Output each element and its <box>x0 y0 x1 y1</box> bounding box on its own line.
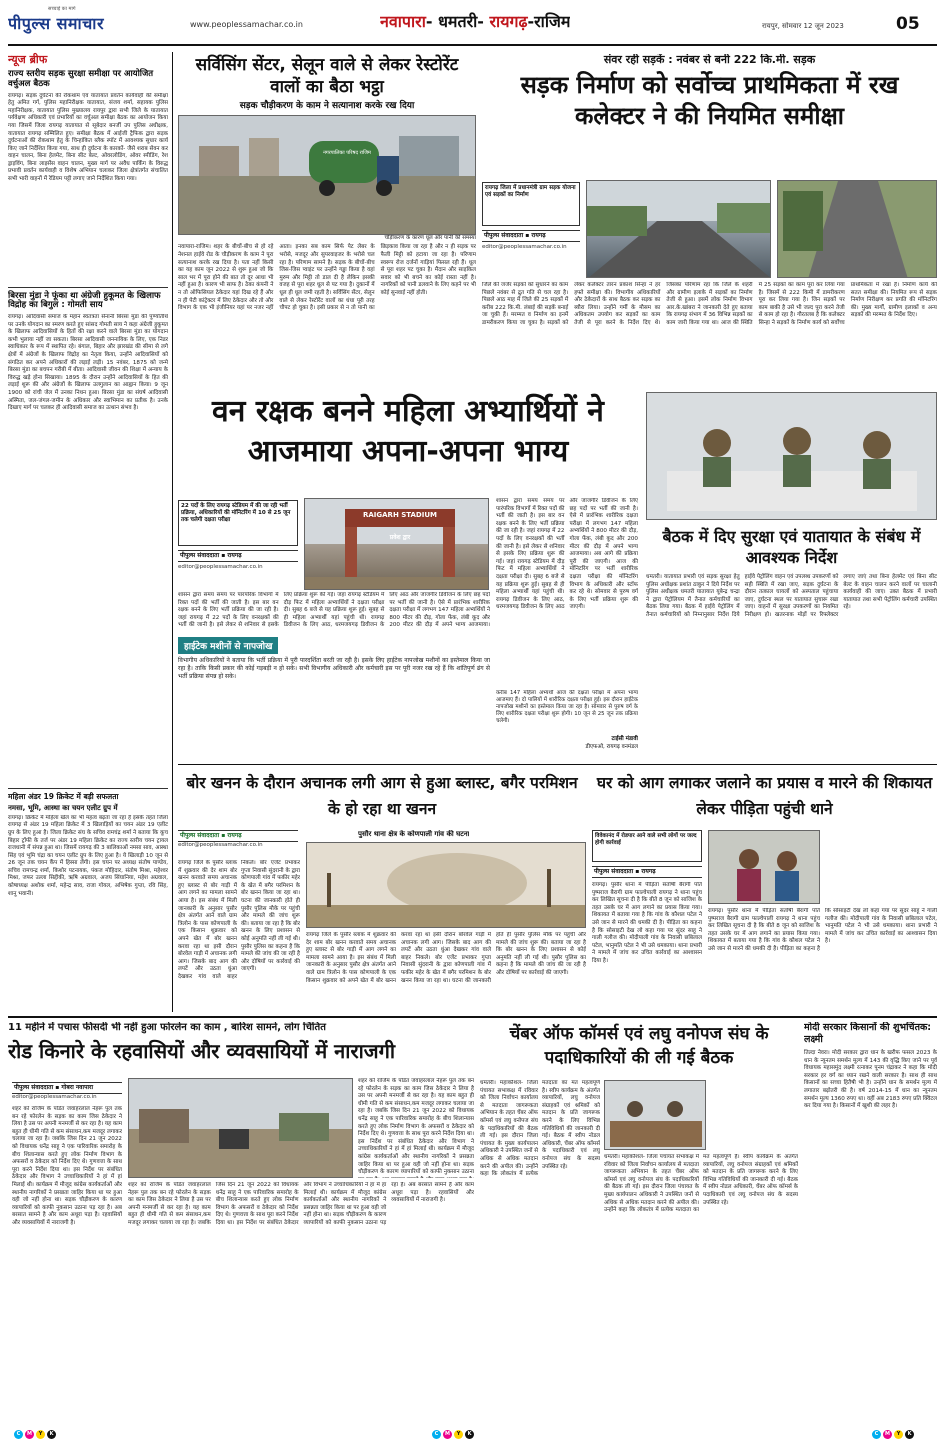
brief-headline[interactable]: बिरसा मुंडा ने फूंका था अंग्रेजी हुकूमत के खिलाफ विद्रोह का बिगुल : गोमती साय <box>8 290 161 311</box>
borewell-smoke-photo[interactable] <box>306 842 586 928</box>
inset-text: रायगढ़ जिला में प्रधानमंत्री ग्राम सड़क योजना एवं सड़कों का निर्माण <box>485 185 576 198</box>
byline-place: रायगढ़ <box>531 232 546 239</box>
inset-text: 22 पदों के लिए रायगढ़ स्टेडियम में की जा रही भर्ती प्रक्रिया, अधिकारियों की मॉनिटरिंग में 10 से 25 जून तक चलेगी दक्षता परीक्षा <box>181 503 291 523</box>
byline-reporter: पीपुल्स संवाददाता <box>180 832 220 839</box>
cmyk-y: Y <box>894 1430 903 1439</box>
hitech-box <box>178 634 490 752</box>
story-headline[interactable]: रोड किनारे के रहवासियों और व्यवसायियों में नाराजगी <box>8 1038 396 1063</box>
section-dhamtari[interactable]: धमतरी <box>438 12 478 31</box>
story-headline[interactable]: वन रक्षक बनने महिला अभ्यार्थियों ने आजमाया अपना-अपना भाग्य <box>212 394 604 469</box>
story-modi-govt <box>804 1022 937 1424</box>
section-navapara[interactable]: नवापारा <box>380 12 426 31</box>
byline: पीपुल्स संवाददाता ▪ रायगढ़ <box>178 830 298 842</box>
byline-email[interactable]: editor@peoplessamachar.co.in <box>482 244 567 250</box>
hitech-box-body: विभागीय अधिकारियों ने बताया कि भर्ती प्रक्रिया में पूरी पारदर्शिता बरती जा रही है। इसके लिए हाईटेक नापजोख मशीनों का इस्तेमाल किया जा रहा है। ताकि किसी प्रकार की कोई गड़बड़ी न हो सके। सभी विभागीय अधिकारी और कर्मचारी इस पर पूरी नजर रख रहे हैं कि शांतिपूर्ण ढंग से भर्ती प्रक्रिया संपन्न हो सके। <box>178 657 490 680</box>
inset-box <box>482 182 580 226</box>
brand-name: पीपुल्स समाचार <box>8 14 104 33</box>
brief-item-2 <box>8 292 168 785</box>
tanker-text: नगरपालिका परिषद राजिम <box>323 150 371 157</box>
cmyk-k: K <box>47 1430 56 1439</box>
cmyk-k: K <box>465 1430 474 1439</box>
story-forest-guard <box>178 392 638 752</box>
masthead <box>0 0 945 44</box>
chamber-meeting-illustration <box>605 1081 706 1150</box>
byline-place: रायगढ़ <box>641 868 656 875</box>
cmyk-marks-center <box>432 1430 474 1439</box>
brand-tag: सच्चाई का मार्ग <box>48 6 76 12</box>
story-body: नवापारा-राजिम। शहर के बीचों-बीच से हो रहे नेशनल हाईवे रोड के चौड़ीकरण के काम ने पूरा सत्यानाश करके रख दिया है। पता नहीं किसी का यह काम जून 2022 से शुरू हुआ जो कि साल भर में पूरा होने की बात तो दूर आधा भी नहीं हुआ है। कारण भी साफ है। ठेका कंपनी ने न तो ऑफिसियल ठेकेदार यहां दिख रहे हैं और न ही पेटी कांट्रेक्टर में लिए ठेकेदार और तो और विभाग के एक भी इंजीनियर यहां पर नजर नहीं आता। इनका सब काम सिर्फ पेट लेबर के भरोसे, मजदूर और सुपरवाइजर के भरोसे चल रहा है। परिणाम सामने है। सड़क के बीचों-बीच जिस-जिस प्वाइंट पर उन्होंने गड्ढा किया है वहां मुरुम और मिट्टी तो डाल दी है लेकिन इसकी वजह से पूरा शहर धूल से पट गया है। दुकानों में धूल ही धूल जमी रहती है। सर्विसिंग सेंटर, सेलून वाले से लेकर रेस्टोरेंट वालों का धंधा पूरी तरह चौपट हो चुका है। इसी प्रकार से न तो पानी का छिड़काव किया जा रहा है और न ही सड़क पर फैली मिट्टी को हटाया जा रहा है। परिणाम स्वरूप रोज दर्जनों गाड़ियां फिसल रही हैं। धूल से पूरा शहर पट चुका है। मैदान और साइकिल सवार को भी बचने का कोई रास्ता नहीं है। नागरिकों को पानी डलवाने के लिए कहने पर भी कोई सुनवाई नहीं होती। <box>178 244 476 312</box>
story-service-center <box>178 54 476 382</box>
byline-reporter: पीपुल्स संवाददाता <box>594 868 634 875</box>
story-house-fire <box>592 770 937 1012</box>
story-chamber <box>480 1022 798 1424</box>
column-divider <box>172 52 173 1012</box>
brief-body: रायगढ़। सड़क दुर्घटना की रोकथाम एवं यातायात प्रवर्तन कार्यवाही की समीक्षा हेतु अमित गर्ग, पुलिस महानिरीक्षक यातायात, संजय शर्मा, सहायक पुलिस महानिरीक्षक, यातायात पुलिस मुख्यालय रायपुर द्वारा सभी जिले के यातायात पर्यवेक्षण अधिकारी एवं प्रभारियों का वर्चुअल समीक्षा बैठक का आयोजन किया गया जिसमें जिला रायगढ़ यातायात से सूबेदार बनर्जी उप पुलिस अधीक्षक, यातायात रायगढ़ सम्मिलित हुए। समीक्षा बैठक में आईजी ट्रैफिक द्वारा सड़क दुर्घटनाओं की रोकथाम हेतु के चिन्हांकित ब्लैक स्पॉट में आवश्यक सुधार कार्य किए जाने निर्देशित किया गया, साथ ही दुर्घटना के कारकों- जैसे शराब सेवन कर वाहन चालन, बिना हेलमेट, बिना सीट बेल्ट, ओवरलोडिंग, ओवर स्पीडिंग, रेश ड्राइविंग, बिना लाइसेंस वाहन चालन, मुख्य मार्ग पर अवैध पार्किंग के विरुद्ध प्रभावी प्रवर्तन कार्यवाही व विशेष अभियान चलाकर जिला क्षेत्रांतर्गत संचालित सभी भारी वाहनों में रेडियम पट्टी लगाए जाने निर्देशित किया गया। <box>8 92 168 183</box>
smoke-illustration <box>307 843 586 928</box>
story-borewell-blast <box>178 770 586 1012</box>
fourlane-road-photo[interactable] <box>128 1078 353 1178</box>
brief-body: रायगढ़। आदिवासी समाज के महान स्वतंत्रता सेनानी बिरसा मुंडा की पुण्यतिथि पर उनके योगदान का स्मरण करते हुए सांसद गोमती साय ने कहा अंग्रेजी हुकूमत के खिलाफ आदिवासियों के हितों की रक्षा करने वाले बिरसा मुंडा का योगदान कभी भुलाया नहीं जा सकता। बिरसा आदिवासी जननायिक के लिए, एक निडर स्वाधिकार के रूप में स्थापित रहे। बंगाल, बिहार और झारखंड की सीमा से लगे क्षेत्रों में अंग्रेजों के खिलाफ विद्रोह का नेतृत्व किया, उन्होंने आदिवासियों को संगठित कर अपने अधिकारों की लड़ाई लड़ी। 15 नवंबर, 1875 को जन्मे बिरसा मुंडा का बचपन गरीबी में बीता। आदिवासी जीवन की शिक्षा में अन्याय के विरुद्ध खड़े होना सिखाया। 1895 के दौरान उन्होंने आदिवासियों के हित की लड़ाई शुरू की और अंग्रेजों के खिलाफ उलगुलान का आह्वान किया। 9 जून 1900 को रांची जेल में उनका निधन हुआ। बिरसा मुंडा का संघर्ष आदिवासी अस्मिता, जल-जंगल-जमीन के अधिकार और स्वाभिमान का प्रतीक है। उनके दिखाए मार्ग पर चलकर ही आदिवासी समाज का उत्थान संभव है। <box>8 314 168 412</box>
brief-headline[interactable]: राज्य स्तरीय सड़क सुरक्षा समीक्षा पर आयोजित वर्चुअल बैठक <box>8 69 154 89</box>
story-body-lower: धमतरी। महाकौशल- जिला पंचायत सभाकक्ष में रविवार को जिला निर्वाचन कार्यालय से मतदाता जागरूकता अभियान के तहत चेंबर ऑफ कॉमर्स एवं लघु वनोपज संघ के पदाधिकारियों की बैठक ली गई। इस दौरान जिला पंचायत के मुख्य कार्यपालन अधिकारी ने उपस्थित जनों से अधिक से अधिक मतदान करने की अपील की। उन्होंने कहा कि लोकतंत्र में प्रत्येक मतदाता का मत महत्वपूर्ण है। स्वीप कार्यक्रम के अंतर्गत व्यापारियों, लघु वनोपज संग्राहकों एवं श्रमिकों को मतदान के प्रति जागरूक करने के लिए विभिन्न गतिविधियों की जानकारी दी गई। बैठक में स्वीप नोडल अधिकारी, चेंबर ऑफ कॉमर्स के पदाधिकारी एवं लघु वनोपज संघ के सदस्य उपस्थित रहे। <box>604 1154 798 1214</box>
story-body: शासन द्वारा समय समय पर पारंपरिक विभागों में रिक्त पदों की भर्ती की जाती है। इस बार वन रक्षक बनने के लिए भर्ती प्रक्रिया की जा रही है। जहां रायगढ़ में 22 पदों के लिए वनरक्षकों की भर्ती की जानी है। इसे लेकर से शनिवार से इसके लिए प्रक्रिया शुरू की गई। जहां रायगढ़ स्टेडियम में दौड़ फिट में महिला अभ्यार्थियों ने दक्षता परीक्षा दी। सुबह 6 बजे से यह प्रक्रिया शुरू हुई। सुबह से ही महिला अभ्यार्थी यहां पहुंची थी। रायगढ़ डिवीजन के लिए आठ, धरमजयगढ़ डिवीजन के लिए आठ और जांजगीर डिवीजन के लिए छह पदों पर भर्ती की जानी है। ऐसे में प्रारंभिक शारीरिक दक्षता परीक्षा में लगभग 147 महिला अभ्यर्थियों ने 800 मीटर की दौड़, गोला फेंक, लंबी कूद और 200 मीटर की दौड़ में अपने भाग्य आजमाया। अब आगे की प्रक्रिया पूरी की जाएगी। आज की मॉनिटरिंग पर भर्ती शारीरिक दक्षता परीक्षा की मॉनिटरिंग विभाग के अधिकारी और स्टॉफ कर रहे थे। सोमवार से पुरुष वर्ग के लिए भर्ती प्रक्रिया शुरू की जाएगी। <box>496 498 638 611</box>
brief-subhead: नमसा, भूमि, आस्था का चयन एलीट ग्रुप में <box>8 803 118 812</box>
story-headline[interactable]: मोदी सरकार किसानों की शुभचिंतक: लक्ष्मी <box>804 1022 932 1045</box>
section-rule <box>8 1016 937 1018</box>
story-subhead: पुसौर थाना क्षेत्र के कोणपाली गांव की घटना <box>358 830 470 838</box>
byline-email[interactable]: editor@peoplessamachar.co.in <box>178 842 263 848</box>
story-safety-meeting <box>646 392 937 760</box>
section-rule <box>178 764 937 765</box>
brief-headline[interactable]: महिला अंडर 19 क्रिकेट में बड़ी सफलता <box>8 792 119 802</box>
dfo-quote: करीब 147 महिला अभ्यर्थी आज की दक्षता परीक्षा में अपना भाग्य आजमाए हैं। दो पालियों में शारीरिक दक्षता परीक्षा हुई। इस दौरान हाईटेक नापजोख मशीनों का इस्तेमाल किया जा रहा है। सोमवार से पुरुष वर्ग के लिए शारीरिक दक्षता परीक्षा शुरू होगी। 10 जून से 25 जून तक प्रक्रिया चलेगी। <box>496 690 638 724</box>
gate-text: RAIGARH STADIUM <box>362 511 438 519</box>
cmyk-m: M <box>25 1430 34 1439</box>
story-body-lower: रायगढ़। पुसौर थाना में पीड़िता संतोषी बैरागी पति पुष्पराज बैरागी ग्राम फाल्वेपाली रायगढ़ ने थाना पहुंच कर लिखित सूचना दी है कि बीते 8 जून को साजिश के तहत उसके घर में आग लगाने का प्रयास किया गया। शिकायत में बताया गया है कि गांव के कौशल पटेल ने उसे जान से मारने की धमकी दी है। पीड़िता का कहना है कि सोसाइटी देख लो कहा गया पर सुंदर साहू ने गाली गलौज की। मोदीपाली गांव के निवासी छबिलाल पटेल, भानुमति पटेल ने भी उसे धमकाया। थाना प्रभारी ने मामले में जांच कर उचित कार्रवाई का आश्वासन दिया है। <box>708 908 937 952</box>
cmyk-y: Y <box>36 1430 45 1439</box>
story-body-lower: शहर को राजिम के पंडित जवाहरलाल नेहरू पुल तक बन रहे फोरलेन के सड़क का काम जिस ठेकेदार ने लिया है उस पर अपनी मनमर्जी से कर रहा है। यह काम बहुत ही धीमी गति से कम संसाधन,कम मजदूर लगाकर चलाया जा रहा है। जबकि जिस दिन 21 जून 2022 को विधायक धनेंद्र साहू ने एक पारिवारिक समारोह के बीच शिलान्यास करते हुए लोक निर्माण विभाग के अफसरों व ठेकेदार को निर्देश दिए थे। गुणवत्ता के साथ पूरा करने निर्देश दिया था। इस निर्देश पर संबंधित ठेकेदार और विभाग ने उच्चाधिकारियों ने हां में हां मिलाई थी। कार्यक्रम में मौजूद कांग्रेस कार्यकर्ताओं और स्थानीय नागरिकों ने प्रसन्नता जाहिर किया था पर हुआ वही जो नहीं होना था। सड़क चौड़ीकरण के कारण व्यापारियों को काफी नुकसान उठाना पड़ रहा है। अब बरसात सामने है और काम अधूरा पड़ा है। रहवासियों और व्यवसायियों में नाराजगी है। <box>128 1182 474 1226</box>
stadium-gate-photo[interactable] <box>304 498 489 590</box>
story-headline[interactable]: सर्विसिंग सेंटर, सेलून वाले से लेकर रेस्टोरेंट वालों का बैठा भट्ठा <box>195 55 459 97</box>
brand-logo[interactable] <box>8 6 178 38</box>
story-body: जिले की जर्जर सड़कों को सुधारने का काम पिछले नवंबर से द्रुत गति से चल रहा है। पिछले आठ माह में जिले की 25 सड़कों में करीब 222 कि.मी. लंबाई की सड़कें बनाई जा चुकी हैं। मरम्मत व निर्माण का इनमें डामरीकरण किया जा चुका है। सड़कों को लेकर कलेक्टर तारन प्रकाश सिन्हा ने हर हफ्ते समीक्षा की। विभागीय अधिकारियों और ठेकेदारों के साथ बैठक कर सड़क का ब्यौरा लिया। उन्होंने गर्मी के मौसम का अधिकतम उपयोग कर सड़कों का काम तेजी से पूरा करने के निर्देश दिए थे। जिसका परिणाम रहा कि जिले के शहरी और ग्रामीण इलाके में सड़कों का निर्माण तेजी से हुआ। इसमें लोक निर्माण विभाग आर.के.खांबरा ने जानकारी देते हुए बताया कि रायगढ़ संभाग में 36 विभिन्न सड़कों का काम जारी किया गया था। आज की स्थिति में 25 सड़कों का काम पूरा कर लिया गया है। जिसमें से 222 किमी में डामरीकरण पूरा कर लिया गया है। जिन सड़कों पर काम बाकी है उसे भी जल्द पूरा करने तेजी से काम हो रहा है। गौरतलब है कि कलेक्टर सिन्हा ने सड़कों के निर्माण कार्य को सर्वोच्च प्राथमिकता में रखा है। निर्माण कार्य की सतत समीक्षा की। नियमित रूप से सड़क निर्माण निरीक्षण कर प्रगति की मॉनिटरिंग की। मुख्य मार्गों, ग्रामीण इलाकों व अन्य सड़कों की मरम्मत के निर्देश दिए। <box>482 282 937 326</box>
byline-place: रायगढ़ <box>227 552 242 559</box>
story-body: शहर को राजिम के पंडित जवाहरलाल नेहरू पुल तक बन रहे फोरलेन के सड़क का काम जिस ठेकेदार ने लिया है उस पर अपनी मनमर्जी से कर रहा है। यह काम बहुत ही धीमी गति से कम संसाधन,कम मजदूर लगाकर चलाया जा रहा है। जबकि जिस दिन 21 जून 2022 को विधायक धनेंद्र साहू ने एक पारिवारिक समारोह के बीच शिलान्यास करते हुए लोक निर्माण विभाग के अफसरों व ठेकेदार को निर्देश दिए थे। गुणवत्ता के साथ पूरा करने निर्देश दिया था। इस निर्देश पर संबंधित ठेकेदार और विभाग ने उच्चाधिकारियों ने हां में हां मिलाई थी। कार्यक्रम में मौजूद कांग्रेस कार्यकर्ताओं और स्थानीय नागरिकों ने प्रसन्नता जाहिर किया था पर हुआ वही जो नहीं होना था। सड़क चौड़ीकरण के कारण व्यापारियों को काफी नुकसान उठाना पड़ रहा है। अब बरसात सामने है और काम अधूरा पड़ा है। रहवासियों और व्यवसायियों में नाराजगी है। <box>12 1106 122 1226</box>
story-body: रायगढ़ जिले के पुसौर ब्लाक में शुक्रवार की देर शाम बोर खनन करवाते समय अचानक हुए ब्लास्ट से बोर गाड़ी में आग लगने का मामला सामने आया है। इस संबंध में मिली जानकारी के अनुसार पुसौर क्षेत्र अंतर्गत आने वाले ग्राम त्रिलोन के पास कोणपाली के एक किसान शुक्रवार को अपने खेत में बोर खनन करवा रहा था इसी दौरान बोरवेल गाड़ी में अचानक लगी आग। जिसके बाद आग की लपटें और उठता धुंआ देखकर गांव वाले बाहर निकले। बोर एजेंट प्रभाकर गुप्ता निवासी सुंदरानी के द्वारा कोणपाली गांव में फकीर महेर के खेत में बगैर परमिशन के बोर खनन किया जा रहा था। घटना की जानकारी होते ही पुसौर पुलिस मौके पर पहुंची और मामले की जांच शुरू की। बताया जा रहा है कि बोर खनन के लिए प्रशासन से कोई अनुमति नहीं ली गई थी। पुसौर पुलिस का कहना है कि मामले की जांच की जा रही है और दोषियों पर कार्रवाई की जाएगी। <box>178 860 300 980</box>
cmyk-c: C <box>432 1430 441 1439</box>
byline-place: रायगढ़ <box>227 832 242 839</box>
cmyk-y: Y <box>454 1430 463 1439</box>
website-url[interactable]: www.peoplessamachar.co.in <box>190 20 303 29</box>
story-body: धमतरी। महाकौशल- जिला पंचायत सभाकक्ष में रविवार को जिला निर्वाचन कार्यालय से मतदाता जागरूकता अभियान के तहत चेंबर ऑफ कॉमर्स एवं लघु वनोपज संघ के पदाधिकारियों की बैठक ली गई। इस दौरान जिला पंचायत के मुख्य कार्यपालन अधिकारी ने उपस्थित जनों से अधिक से अधिक मतदान करने की अपील की। उन्होंने कहा कि लोकतंत्र में प्रत्येक मतदाता का मत महत्वपूर्ण है। स्वीप कार्यक्रम के अंतर्गत व्यापारियों, लघु वनोपज संग्राहकों एवं श्रमिकों को मतदान के प्रति जागरूक करने के लिए विभिन्न गतिविधियों की जानकारी दी गई। बैठक में स्वीप नोडल अधिकारी, चेंबर ऑफ कॉमर्स के पदाधिकारी एवं लघु वनोपज संघ के सदस्य उपस्थित रहे। <box>480 1080 600 1178</box>
byline-reporter: पीपुल्स संवाददाता <box>484 232 524 239</box>
gate-subtext: प्रवेश द्वार <box>389 534 411 541</box>
story-body: तिल्दा नेवरा। मोदी सरकार द्वारा धान के खरीफ फसल 2023 के धान के न्यूनतम समर्थन मूल्य में 143 की वृद्धि किए जाने पर पूर्व विधायक महासमुंद लक्ष्मी रत्नाकर पूनम चंद्राकर ने कहा कि मोदी सरकार हर वर्ग का ध्यान रखने वाली सरकार है। साथ ही साथ किसानों का सच्चा हितैषी भी है। उन्होंने धान के समर्थन मूल्य में लगातार बढ़ोतरी की है। वर्ष 2014-15 में धान का न्यूनतम समर्थन मूल्य 1360 रुपए था। वहीं अब 2183 रुपए प्रति क्विंटल कर दिया गया है। किसानों में खुशी की लहर है। <box>804 1050 937 1110</box>
byline: पीपुल्स संवाददाता ▪ रायगढ़ <box>482 230 580 242</box>
road-photo[interactable] <box>586 180 771 278</box>
road-illustration <box>587 181 771 278</box>
byline-reporter: पीपुल्स संवाददाता <box>14 1084 54 1091</box>
inset-box <box>178 500 298 546</box>
page-number: 05 <box>896 14 920 34</box>
byline: पीपुल्स संवाददाता ▪ रायगढ़ <box>178 550 298 562</box>
masthead-rule <box>8 44 937 46</box>
dfo-name: टाईसी मंडावी <box>611 736 638 742</box>
brief-item-1 <box>8 70 168 283</box>
story-body-right: शहर को राजिम के पंडित जवाहरलाल नेहरू पुल तक बन रहे फोरलेन के सड़क का काम जिस ठेकेदार ने लिया है उस पर अपनी मनमर्जी से कर रहा है। यह काम बहुत ही धीमी गति से कम संसाधन,कम मजदूर लगाकर चलाया जा रहा है। जबकि जिस दिन 21 जून 2022 को विधायक धनेंद्र साहू ने एक पारिवारिक समारोह के बीच शिलान्यास करते हुए लोक निर्माण विभाग के अफसरों व ठेकेदार को निर्देश दिए थे। गुणवत्ता के साथ पूरा करने निर्देश दिया था। इस निर्देश पर संबंधित ठेकेदार और विभाग ने उच्चाधिकारियों ने हां में हां मिलाई थी। कार्यक्रम में मौजूद कांग्रेस कार्यकर्ताओं और स्थानीय नागरिकों ने प्रसन्नता जाहिर किया था पर हुआ वही जो नहीं होना था। सड़क चौड़ीकरण के कारण व्यापारियों को काफी नुकसान उठाना <box>358 1078 474 1176</box>
cmyk-marks-left <box>14 1430 56 1439</box>
byline-reporter: पीपुल्स संवाददाता <box>180 552 220 559</box>
story-body: रायगढ़। पुसौर थाना में पीड़िता संतोषी बैरागी पति पुष्पराज बैरागी ग्राम फाल्वेपाली रायगढ़ ने थाना पहुंच कर लिखित सूचना दी है कि बीते 8 जून को साजिश के तहत उसके घर में आग लगाने का प्रयास किया गया। शिकायत में बताया गया है कि गांव के कौशल पटेल ने उसे जान से मारने की धमकी दी है। पीड़िता का कहना है कि सोसाइटी देख लो कहा गया पर सुंदर साहू ने गाली गलौज की। मोदीपाली गांव के निवासी छबिलाल पटेल, भानुमति पटेल ने भी उसे धमकाया। थाना प्रभारी ने मामले में जांच कर उचित कार्रवाई का आश्वासन दिया है। <box>592 882 702 964</box>
chamber-meeting-photo[interactable] <box>604 1080 706 1150</box>
brief-body: रायगढ़। क्रिकेट में महिला खेल का भी महत्व बढ़ता जा रहा है इसके तहत जिला रायगढ़ से अंडर 19 महिला क्रिकेट में 3 खिलाड़ियों का चयन अंडर 19 एलीट ग्रुप के लिए हुआ है। जिला क्रिकेट संघ के सचिव रामचंद्र शर्मा ने बताया कि कूच बिहार ट्रॉफी के तर्ज पर अंडर 19 महिला क्रिकेट का राज्य स्तरीय चयन ट्रायल राजधानी में संपन्न हुआ था। जिसमें रायगढ़ की 3 बालिकाओं नमसा साव, आस्था सिंह एवं भूमि चंद्रा का चयन एलीट ग्रुप के लिए हुआ है। ये खिलाड़ी 10 जून से 26 जून तक चयन कैंप में हिस्सा लेंगी। इस चयन पर अध्यक्ष संतोष पाण्डेय, सचिव रामचन्द्र शर्मा, किशोर पटनायक, पंकज मोहिदार, संतोष मिश्रा, महेश्वर मिश्रा, जफर उल्ला सिद्दीकी, ऋषि अग्रवाल, अजय सिंघानिया, महेश अग्रवाल, कोषाध्यक्ष अशोक शर्मा, महेन्द्र साव, राजा गोयल, अभिषेक गुप्ता, रवि सिंह, शानू भवानी। <box>8 814 168 897</box>
cmyk-m: M <box>883 1430 892 1439</box>
road-photo-2[interactable] <box>777 180 937 278</box>
complainant-illustration <box>709 831 820 904</box>
story-headline[interactable]: बैठक में दिए सुरक्षा एवं यातायात के संबंध में आवश्यक निर्देश <box>662 527 921 567</box>
cmyk-m: M <box>443 1430 452 1439</box>
story-fourlane <box>8 1022 474 1424</box>
road-dust-illustration <box>179 116 475 234</box>
news-brief-label: न्यूज ब्रीफ <box>8 53 48 66</box>
hitech-box-title: हाईटेक मशीनों से नापजोख <box>178 637 278 654</box>
cmyk-c: C <box>872 1430 881 1439</box>
story-kicker: 11 महीने में पचास फीसदी भी नहीं हुआ फोरलेन का काम , बारिश सामने, लोग चिंतित <box>8 1022 326 1033</box>
section-rajim[interactable]: राजिम <box>534 12 571 31</box>
cmyk-c: C <box>14 1430 23 1439</box>
complainant-photo[interactable] <box>708 830 820 904</box>
story-headline[interactable]: सड़क निर्माण को सर्वोच्च प्राथमिकता में रख कलेक्टर ने की नियमित समीक्षा <box>520 70 899 130</box>
story-body-lower: रायगढ़ जिले के पुसौर ब्लाक में शुक्रवार की देर शाम बोर खनन करवाते समय अचानक हुए ब्लास्ट से बोर गाड़ी में आग लगने का मामला सामने आया है। इस संबंध में मिली जानकारी के अनुसार पुसौर क्षेत्र अंतर्गत आने वाले ग्राम त्रिलोन के पास कोणपाली के एक किसान शुक्रवार को अपने खेत में बोर खनन करवा रहा था इसी दौरान बोरवेल गाड़ी में अचानक लगी आग। जिसके बाद आग की लपटें और उठता धुंआ देखकर गांव वाले बाहर निकले। बोर एजेंट प्रभाकर गुप्ता निवासी सुंदरानी के द्वारा कोणपाली गांव में फकीर महेर के खेत में बगैर परमिशन के बोर खनन किया जा रहा था। घटना की जानकारी होते ही पुसौर पुलिस मौके पर पहुंची और मामले की जांच शुरू की। बताया जा रहा है कि बोर खनन के लिए प्रशासन से कोई अनुमति नहीं ली गई थी। पुसौर पुलिस का कहना है कि मामले की जांच की जा रही है और दोषियों पर कार्रवाई की जाएगी। <box>306 932 586 984</box>
byline-block <box>178 830 298 849</box>
story-headline[interactable]: चेंबर ऑफ कॉमर्स एवं लघु वनोपज संघ के पदाधिकारियों की ली गई बैठक <box>509 1024 769 1068</box>
photo-caption: चौड़ीकरण के कारण धूल और पानी की समस्या <box>384 235 476 242</box>
story-kicker: संवर रही सड़कें : नवंबर से बनी 222 कि.मी. सड़क <box>603 54 816 66</box>
news-brief-column <box>8 52 168 1012</box>
story-headline[interactable]: घर को आग लगाकर जलाने का प्रयास व मारने की शिकायत लेकर पीड़िता पहुंची थाने <box>596 774 933 818</box>
dfo-quote-box <box>496 690 638 752</box>
meeting-illustration <box>647 393 936 519</box>
byline-block <box>12 1082 122 1101</box>
inset-box <box>592 830 702 862</box>
story-headline[interactable]: बोर खनन के दौरान अचानक लगी आग से हुआ ब्लास्ट, बगैर परमिशन के हो रहा था खनन <box>186 774 578 818</box>
dfo-title: डीएफओ, रायगढ़ वनमंडल <box>585 744 638 750</box>
issue-date: रायपुर, सोमवार 12 जून 2023 <box>762 22 844 30</box>
story-body-lower: शासन द्वारा समय समय पर पारंपरिक विभागों में रिक्त पदों की भर्ती की जाती है। इस बार वन रक्षक बनने के लिए भर्ती प्रक्रिया की जा रही है। जहां रायगढ़ में 22 पदों के लिए वनरक्षकों की भर्ती की जानी है। इसे लेकर से शनिवार से इसके लिए प्रक्रिया शुरू की गई। जहां रायगढ़ स्टेडियम में दौड़ फिट में महिला अभ्यार्थियों ने दक्षता परीक्षा दी। सुबह 6 बजे से यह प्रक्रिया शुरू हुई। सुबह से ही महिला अभ्यार्थी यहां पहुंची थी। रायगढ़ डिवीजन के लिए आठ, धरमजयगढ़ डिवीजन के लिए आठ और जांजगीर डिवीजन के लिए छह पदों पर भर्ती की जानी है। ऐसे में प्रारंभिक शारीरिक दक्षता परीक्षा में लगभग 147 महिला अभ्यर्थियों ने 800 मीटर की दौड़, गोला फेंक, लंबी कूद और 200 मीटर की दौड़ में अपने भाग्य आजमाया। <box>178 592 490 629</box>
meeting-photo[interactable] <box>646 392 937 520</box>
brief-item-3 <box>8 793 168 1010</box>
cmyk-k: K <box>905 1430 914 1439</box>
cmyk-marks-right <box>872 1430 914 1439</box>
byline-place: गोबरा नवापारा <box>61 1084 94 1091</box>
story-road-construction <box>482 54 937 384</box>
section-raigarh[interactable]: रायगढ़ <box>489 12 528 31</box>
road-dust-photo[interactable] <box>178 115 476 235</box>
byline-email[interactable]: editor@peoplessamachar.co.in <box>178 564 263 570</box>
byline: पीपुल्स संवाददाता ▪ गोबरा नवापारा <box>12 1082 122 1094</box>
byline: पीपुल्स संवाददाता ▪ रायगढ़ <box>592 866 702 878</box>
story-subhead: सड़क चौड़ीकरण के काम ने सत्यानाश करके रख दिया <box>239 101 415 111</box>
road-aerial-illustration <box>778 181 937 278</box>
byline-email[interactable]: editor@peoplessamachar.co.in <box>12 1094 97 1100</box>
inset-text: विवेकानंद में रोडपार आने वाले सभी लोगों पर जल्द होगी कार्रवाई <box>595 833 697 846</box>
section-title: नवापारा- धमतरी- रायगढ़-राजिम <box>380 12 571 31</box>
story-body: धमतरी। यातायात प्रभारी एवं सड़क सुरक्षा हेतु पुलिस अधीक्षक प्रशांत ठाकुर ने दिये निर्देश पर पुलिस अधीक्षक धमतरी यातायात यूबेन्द्र चन्द्रा ने द्वारा पेट्रोलियम में तैनात कर्मचारियों का बैठक लिया गया। बैठक में हाईवे पेट्रोलिंग में तैनात कर्मचारियों को निम्नानुसार निर्देश दिये हाईवे पेट्रोलिंग वाहन एवं उपलब्ध उपकरणों को सही स्थिति में रखा जाए, सड़क दुर्घटना के दौरान तत्काल घायलों को अस्पताल पहुंचाया जाए, दुर्घटना स्थल पर यातायात सुचारू रखा जाए। वाहनों में सुरक्षा उपकरणों का नियमित निरीक्षण हो। खतरनाक मोड़ों पर रिफ्लेक्टर लगाए जाएं तथा बिना हेलमेट एवं बिना सीट बेल्ट के वाहन चालन करने वालों पर चालानी कार्यवाही की जाए। उक्त बैठक में प्रभारी यातायात तथा सभी पेट्रोलिंग कर्मचारी उपस्थित रहे। <box>646 574 937 618</box>
fourlane-road-illustration <box>129 1079 353 1178</box>
